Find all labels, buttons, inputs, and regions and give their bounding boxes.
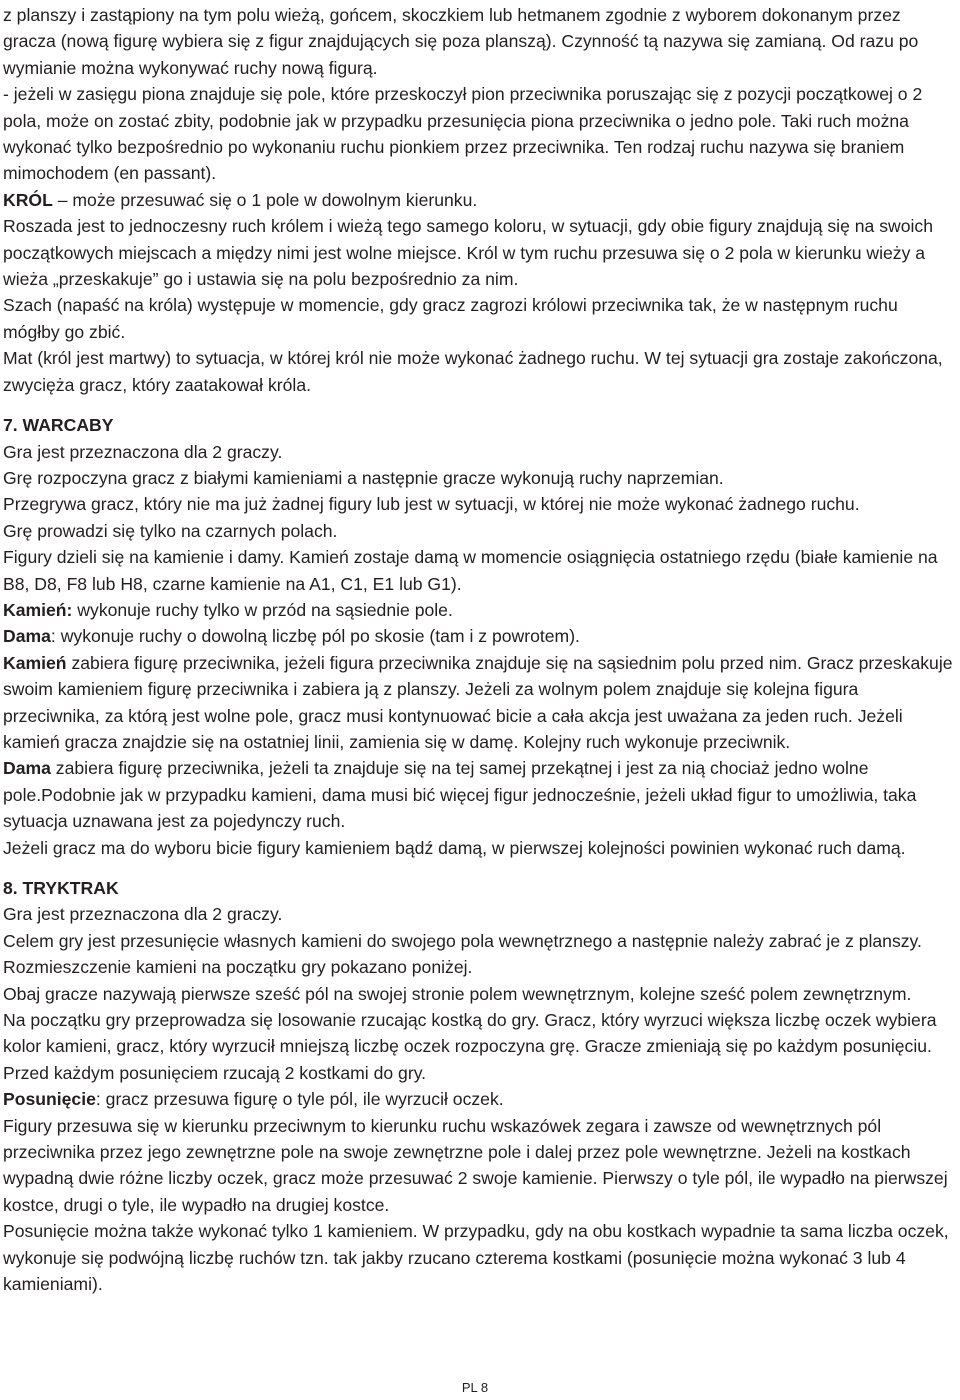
paragraph: Jeżeli gracz ma do wyboru bicie figury kamieniem bądź damą, w pierwszej kolejności powinien wykonać ruch damą. [3,837,906,858]
term-label: KRÓL [3,189,53,210]
paragraph: Grę rozpoczyna gracz z białymi kamieniami a następnie gracze wykonują ruchy naprzemian. [3,467,724,488]
paragraph [3,187,955,213]
paragraph [3,597,955,623]
paragraph [3,1086,955,1112]
paragraph: Gra jest przeznaczona dla 2 graczy. [3,441,283,462]
paragraph [3,755,955,834]
paragraph [3,650,955,756]
paragraph: Szach (napaść na króla) występuje w momencie, gdy gracz zagrozi królowi przeciwnika tak, że w następnym ruchu mógłby go zbić. [3,295,898,342]
term-description: : wykonuje ruchy o dowolną liczbę pól po skosie (tam i z powrotem). [50,626,580,647]
document-body [3,2,955,1298]
paragraph: Figury przesuwa się w kierunku przeciwnym to kierunku ruchu wskazówek zegara i zawsze od wewnętrznych pól przeciwnika przez jego zewnętrzne pole na swoje zewnętrzne pole i dalej przez pole wewnętrzne. Jeżeli na kostkach wypadną dwie różne liczby oczek, gracz może przesuwać 2 swoje kamienie. Pierwszy o tyle pól, ile wypadło na pierwszej kostce, drugi o tyle, ile wypadło na drugiej kostce. [3,1115,948,1215]
term-label: Dama [3,626,51,647]
paragraph: Figury dzieli się na kamienie i damy. Kamień zostaje damą w momencie osiągnięcia ostatniego rzędu (białe kamienie na B8, D8, F8 lub H8, czarne kamienie na A1, C1, E1 lub G1). [3,547,938,594]
term-description: wykonuje ruchy tylko w przód na sąsiednie pole. [72,599,453,620]
term-label: Dama [3,758,51,779]
paragraph: Posunięcie można także wykonać tylko 1 kamieniem. W przypadku, gdy na obu kostkach wypadnie ta sama liczba oczek, wykonuje się podwójną liczbę ruchów tzn. tak jakby rzucano czterema kostkami (posunięcie można wykonać 3 lub 4 kamieniami). [3,1221,949,1295]
paragraph: Roszada jest to jednoczesny ruch królem i wieżą tego samego koloru, w sytuacji, gdy obie figury znajdują się na swoich początkowych miejscach a między nimi jest wolne miejsce. Król w tym ruchu przesuwa się o 2 pola w kierunku wieży a wieża „przeskakuje” go i ustawia się na polu bezpośrednio za nim. [3,216,934,290]
term-description: zabiera figurę przeciwnika, jeżeli ta znajduje się na tej samej przekątnej i jest za nią chociaż jedno wolne pole.Podobnie jak w przypadku kamieni, dama musi bić więcej figur jednocześnie, jeżeli układ figur to umożliwia, taka sytuacja uznawana jest za pojedynczy ruch. [3,758,917,832]
term-description: zabiera figurę przeciwnika, jeżeli figura przeciwnika znajduje się na sąsiednim polu przed nim. Gracz przeskakuje swoim kamieniem figurę przeciwnika i zabiera ją z planszy. Jeżeli za wolnym polem znajduje się kolejna figura przeciwnika, za którą jest wolne pole, gracz musi kontynuować bicie a cała akcja jest uważana za jeden ruch. Jeżeli kamień gracza znajdzie się na ostatniej linii, zamienia się w damę. Kolejny ruch wykonuje przeciwnik. [3,652,953,752]
paragraph [3,623,955,649]
term-label: Posunięcie [3,1089,96,1110]
paragraph: Celem gry jest przesunięcie własnych kamieni do swojego pola wewnętrznego a następnie należy zabrać je z planszy. [3,930,922,951]
page-number: PL 8 [461,1380,489,1395]
term-description: : gracz przesuwa figurę o tyle pól, ile wyrzucił oczek. [95,1089,504,1110]
term-label: Kamień [3,652,67,673]
paragraph: Grę prowadzi się tylko na czarnych polach. [3,520,338,541]
section-heading: 7. WARCABY [3,415,114,436]
term-description: – może przesuwać się o 1 pole w dowolnym kierunku. [52,189,478,210]
paragraph: Rozmieszczenie kamieni na początku gry pokazano poniżej. [3,957,473,978]
paragraph: Gra jest przeznaczona dla 2 graczy. [3,904,283,925]
paragraph: Obaj gracze nazywają pierwsze sześć pól na swojej stronie polem wewnętrznym, kolejne sześć polem zewnętrznym. [3,983,912,1004]
paragraph: - jeżeli w zasięgu piona znajduje się pole, które przeskoczył pion przeciwnika poruszając się z pozycji początkowej o 2 pola, może on zostać zbity, podobnie jak w przypadku przesunięcia piona przeciwnika o jedno pole. Taki ruch można wykonać tylko bezpośrednio po wykonaniu ruchu pionkiem przez przeciwnika. Ten rodzaj ruchu nazywa się braniem mimochodem (en passant). [3,84,923,184]
paragraph: Mat (król jest martwy) to sytuacja, w której król nie może wykonać żadnego ruchu. W tej sytuacji gra zostaje zakończona, zwycięża gracz, który zaatakował króla. [3,348,943,395]
paragraph: Na początku gry przeprowadza się losowanie rzucając kostką do gry. Gracz, który wyrzuci większa liczbę oczek wybiera kolor kamieni, gracz, który wyrzucił mniejszą liczbę oczek rozpoczyna grę. Gracze zmieniają się po każdym posunięciu. Przed każdym posunięciem rzucają 2 kostkami do gry. [3,1010,937,1083]
section-heading: 8. TRYKTRAK [3,878,119,898]
paragraph: z planszy i zastąpiony na tym polu wieżą, gońcem, skoczkiem lub hetmanem zgodnie z wyborem dokonanym przez gracza (nową figurę wybiera się z figur znajdujących się poza planszą). Czynność tą nazywa się zamianą. Od razu po wymianie można wykonywać ruchy nową figurą. [3,5,919,78]
paragraph: Przegrywa gracz, który nie ma już żadnej figury lub jest w sytuacji, w której nie może wykonać żadnego ruchu. [3,494,860,515]
term-label: Kamień: [3,599,73,620]
